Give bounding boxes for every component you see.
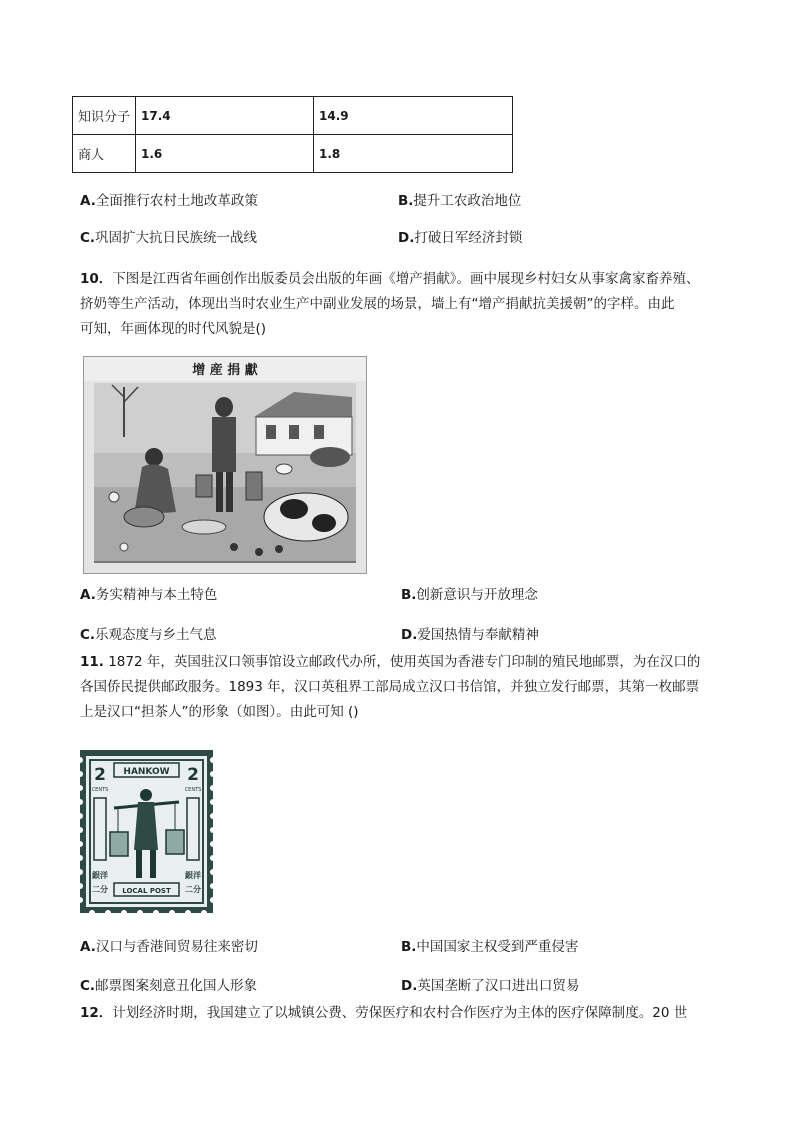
- painting-title: 增 産 捐 獻: [192, 363, 258, 378]
- table-cell-label: 知识分子: [73, 97, 136, 135]
- q10-stem: [80, 267, 700, 342]
- q10-option-a[interactable]: [80, 585, 217, 605]
- option-letter: D.: [401, 978, 418, 994]
- table-row: [73, 135, 513, 173]
- q10-line1: [80, 267, 700, 292]
- option-text: 爱国热情与奉献精神: [417, 627, 539, 643]
- option-letter: A.: [80, 193, 96, 209]
- option-text: 中国国家主权受到严重侵害: [416, 939, 579, 955]
- new-year-painting-image: [83, 356, 367, 574]
- q10-line3: 可知，年画体现的时代风貌是(): [80, 321, 267, 337]
- stamp-illustration: [80, 750, 213, 913]
- stamp-value-right: 2: [187, 765, 199, 785]
- q11-option-a[interactable]: [80, 937, 258, 957]
- painting-illustration: [84, 357, 366, 573]
- q12-stem: [80, 1001, 687, 1026]
- question-number: 10．: [80, 271, 113, 287]
- option-text: 英国垄断了汉口进出口贸易: [417, 978, 580, 994]
- q9-option-a[interactable]: [80, 191, 258, 211]
- option-letter: B.: [398, 193, 414, 209]
- option-letter: A.: [80, 939, 96, 955]
- stamp-fen-right: 二分: [185, 885, 201, 894]
- table-cell-value: 14.9: [314, 97, 513, 135]
- table-row: [73, 97, 513, 135]
- q11-stem: [80, 650, 700, 725]
- option-letter: D.: [401, 627, 418, 643]
- q11-line1: [80, 650, 700, 675]
- stem-text: 下图是江西省年画创作出版委员会出版的年画《增产捐献》。画中展现乡村妇女从事家禽家畜养殖、: [112, 271, 700, 287]
- option-text: 巩固扩大抗日民族统一战线: [95, 230, 258, 246]
- option-text: 乐观态度与乡土气息: [95, 627, 217, 643]
- q11-option-c[interactable]: [80, 976, 257, 996]
- q12-line1: [80, 1001, 687, 1026]
- option-letter: C.: [80, 627, 96, 643]
- q11-line3: 上是汉口“担茶人”的形象（如图）。由此可知 (): [80, 704, 359, 720]
- stem-text: 计划经济时期，我国建立了以城镇公费、劳保医疗和农村合作医疗为主体的医疗保障制度。20 世: [112, 1005, 688, 1021]
- option-letter: D.: [398, 230, 415, 246]
- q10-option-d[interactable]: [401, 625, 539, 645]
- stem-text: 1872 年，英国驻汉口领事馆设立邮政代办所，使用英国为香港专门印制的殖民地邮票，为在汉口的: [103, 654, 701, 670]
- hankow-stamp-image: [80, 750, 213, 913]
- table-cell-value: 1.8: [314, 135, 513, 173]
- stamp-cents-right: CENTS: [184, 787, 202, 793]
- table-cell-value: 1.6: [136, 135, 314, 173]
- q9-option-b[interactable]: [398, 191, 521, 211]
- question-number: 12．: [80, 1005, 113, 1021]
- option-text: 全面推行农村土地改革政策: [95, 193, 258, 209]
- table-cell-label: 商人: [73, 135, 136, 173]
- q11-line2: 各国侨民提供邮政服务。1893 年，汉口英租界工部局成立汉口书信馆，并独立发行邮票，其第一枚邮票: [80, 679, 700, 695]
- option-text: 创新意识与开放理念: [416, 587, 538, 603]
- stamp-fen-left: 二分: [92, 885, 108, 894]
- data-table: [72, 96, 513, 173]
- stamp-cn-right: 銀洋: [185, 871, 201, 880]
- q11-option-d[interactable]: [401, 976, 579, 996]
- stamp-bottom-text: LOCAL POST: [122, 887, 171, 895]
- stamp-value-left: 2: [94, 765, 106, 785]
- option-text: 汉口与香港间贸易往来密切: [95, 939, 258, 955]
- stamp-top-text: HANKOW: [123, 767, 170, 777]
- option-letter: A.: [80, 587, 96, 603]
- q10-option-b[interactable]: [401, 585, 538, 605]
- q9-option-d[interactable]: [398, 228, 522, 248]
- option-letter: C.: [80, 978, 96, 994]
- option-letter: B.: [401, 939, 417, 955]
- q11-option-b[interactable]: [401, 937, 578, 957]
- table-cell-value: 17.4: [136, 97, 314, 135]
- option-text: 务实精神与本土特色: [95, 587, 218, 603]
- question-number: 11.: [80, 654, 104, 670]
- q9-option-c[interactable]: [80, 228, 257, 248]
- stamp-cn-left: 銀洋: [92, 871, 108, 880]
- option-text: 打破日军经济封锁: [414, 230, 523, 246]
- stamp-cents-left: CENTS: [91, 787, 109, 793]
- option-text: 邮票图案刻意丑化国人形象: [95, 978, 258, 994]
- option-letter: B.: [401, 587, 417, 603]
- option-text: 提升工农政治地位: [413, 193, 522, 209]
- option-letter: C.: [80, 230, 96, 246]
- q10-line2: 挤奶等生产活动，体现出当时农业生产中副业发展的场景，墙上有“增产捐献抗美援朝”的字样。由此: [80, 296, 675, 312]
- q10-option-c[interactable]: [80, 625, 217, 645]
